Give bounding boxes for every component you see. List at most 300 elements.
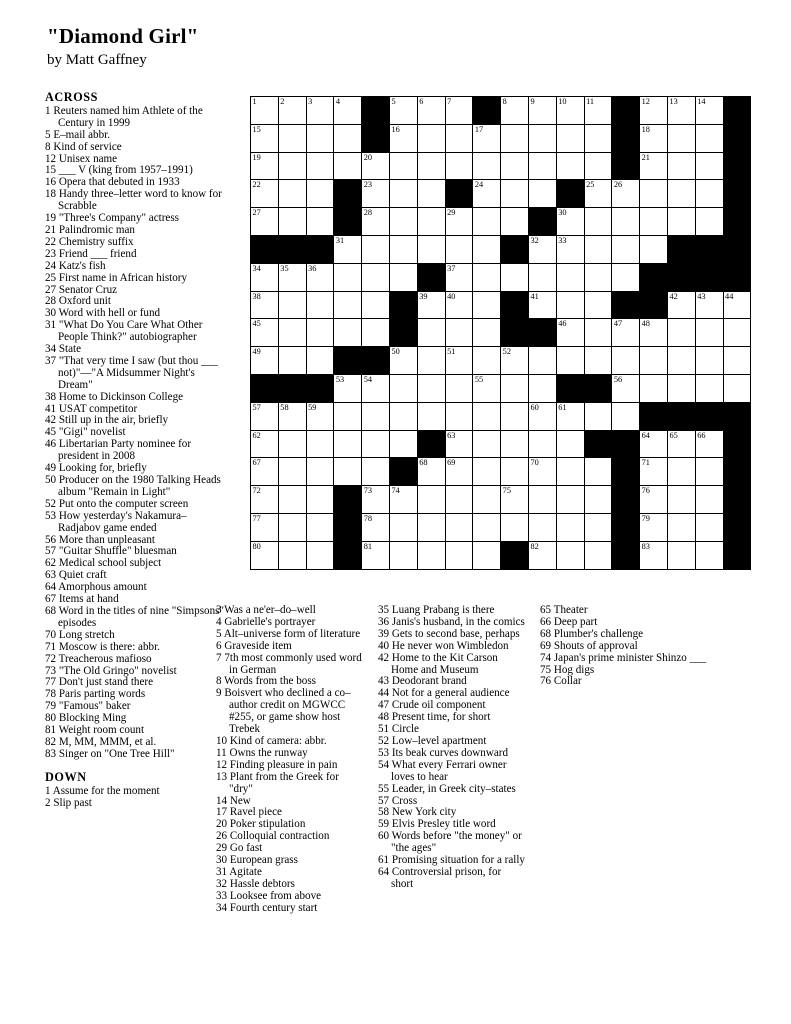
grid-cell[interactable]	[251, 152, 279, 180]
grid-cell[interactable]	[251, 208, 279, 236]
grid-cell[interactable]	[473, 430, 501, 458]
grid-cell[interactable]	[695, 319, 723, 347]
grid-cell[interactable]	[278, 319, 306, 347]
grid-cell[interactable]	[640, 124, 668, 152]
grid-cell[interactable]	[556, 97, 584, 125]
clue-item: 55 Leader, in Greek city–states	[378, 782, 516, 795]
grid-cell[interactable]	[278, 263, 306, 291]
grid-cell-number: 43	[697, 291, 706, 301]
grid-cell[interactable]	[334, 402, 362, 430]
grid-cell[interactable]	[556, 347, 584, 375]
grid-cell-number: 52	[502, 347, 511, 357]
grid-cell[interactable]	[584, 97, 612, 125]
clue-item: 61 Promising situation for a rally	[378, 854, 525, 867]
grid-cell[interactable]	[334, 374, 362, 402]
grid-cell[interactable]	[528, 541, 556, 569]
grid-cell[interactable]	[584, 513, 612, 541]
grid-cell[interactable]	[584, 458, 612, 486]
grid-cell[interactable]	[389, 430, 417, 458]
grid-cell-number: 33	[558, 235, 567, 245]
grid-cell[interactable]	[584, 486, 612, 514]
grid-cell[interactable]	[389, 402, 417, 430]
clue-item: 57 Cross	[378, 794, 418, 807]
grid-cell[interactable]	[417, 180, 445, 208]
grid-cell[interactable]	[584, 263, 612, 291]
grid-cell[interactable]	[556, 124, 584, 152]
grid-cell[interactable]	[640, 458, 668, 486]
grid-cell[interactable]	[695, 541, 723, 569]
grid-cell[interactable]	[417, 97, 445, 125]
clue-item: 60 Words before "the money" or "the ages"	[378, 830, 522, 855]
grid-cell[interactable]	[445, 291, 473, 319]
grid-cell[interactable]	[473, 486, 501, 514]
grid-cell[interactable]	[667, 486, 695, 514]
grid-cell[interactable]	[278, 291, 306, 319]
grid-table[interactable]	[250, 96, 751, 570]
grid-cell[interactable]	[334, 319, 362, 347]
grid-cell[interactable]	[556, 402, 584, 430]
grid-cell[interactable]	[306, 319, 334, 347]
grid-cell[interactable]	[640, 541, 668, 569]
grid-cell[interactable]	[445, 402, 473, 430]
grid-cell[interactable]	[306, 152, 334, 180]
grid-cell[interactable]	[362, 486, 390, 514]
grid-cell[interactable]	[723, 291, 751, 319]
grid-cell[interactable]	[251, 430, 279, 458]
grid-cell-block	[723, 430, 751, 458]
grid-cell[interactable]	[306, 124, 334, 152]
clue-item: 50 Producer on the 1980 Talking Heads album "Remain in Light"	[45, 474, 221, 498]
grid-cell[interactable]	[667, 180, 695, 208]
grid-cell[interactable]	[445, 319, 473, 347]
grid-cell[interactable]	[445, 486, 473, 514]
grid-cell[interactable]	[612, 347, 640, 375]
grid-cell[interactable]	[278, 347, 306, 375]
grid-cell[interactable]	[306, 486, 334, 514]
grid-cell[interactable]	[389, 347, 417, 375]
clue-item: 22 Chemistry suffix	[45, 235, 134, 248]
grid-cell[interactable]	[445, 541, 473, 569]
grid-cell[interactable]	[695, 486, 723, 514]
grid-cell[interactable]	[473, 319, 501, 347]
grid-cell[interactable]	[278, 97, 306, 125]
grid-cell[interactable]	[528, 235, 556, 263]
clue-item: 74 Japan's prime minister Shinzo ___	[540, 651, 707, 664]
grid-cell[interactable]	[723, 374, 751, 402]
grid-cell[interactable]	[667, 97, 695, 125]
grid-cell[interactable]	[584, 180, 612, 208]
grid-cell[interactable]	[278, 152, 306, 180]
grid-cell[interactable]	[667, 430, 695, 458]
grid-cell[interactable]	[278, 180, 306, 208]
grid-cell[interactable]	[473, 124, 501, 152]
grid-cell[interactable]	[640, 97, 668, 125]
grid-cell[interactable]	[640, 208, 668, 236]
grid-cell[interactable]	[306, 180, 334, 208]
grid-cell[interactable]	[612, 208, 640, 236]
grid-cell[interactable]	[640, 180, 668, 208]
grid-cell[interactable]	[278, 541, 306, 569]
grid-cell[interactable]	[501, 458, 529, 486]
grid-cell[interactable]	[334, 235, 362, 263]
grid-cell[interactable]	[251, 486, 279, 514]
grid-cell[interactable]	[612, 180, 640, 208]
grid-cell[interactable]	[389, 513, 417, 541]
grid-cell[interactable]	[528, 124, 556, 152]
grid-cell[interactable]	[362, 152, 390, 180]
clue-item: 44 Not for a general audience	[378, 687, 510, 700]
clue-item: 71 Moscow is there: abbr.	[45, 640, 160, 653]
grid-cell[interactable]	[417, 458, 445, 486]
grid-cell[interactable]	[445, 97, 473, 125]
grid-cell[interactable]	[640, 513, 668, 541]
grid-cell[interactable]	[334, 458, 362, 486]
grid-cell[interactable]	[389, 374, 417, 402]
grid-cell[interactable]	[417, 486, 445, 514]
grid-cell[interactable]	[584, 402, 612, 430]
grid-cell[interactable]	[667, 208, 695, 236]
grid-cell[interactable]	[306, 430, 334, 458]
grid-cell[interactable]	[528, 402, 556, 430]
grid-cell[interactable]	[528, 458, 556, 486]
grid-cell[interactable]	[695, 180, 723, 208]
grid-cell[interactable]	[528, 430, 556, 458]
grid-cell[interactable]	[640, 347, 668, 375]
grid-cell-number: 26	[613, 180, 623, 190]
grid-cell-block	[723, 152, 751, 180]
grid-cell[interactable]	[667, 347, 695, 375]
grid-cell[interactable]	[667, 541, 695, 569]
clue-item: 27 Senator Cruz	[45, 283, 118, 296]
grid-cell[interactable]	[417, 291, 445, 319]
grid-cell[interactable]	[556, 208, 584, 236]
grid-cell[interactable]	[501, 152, 529, 180]
grid-cell[interactable]	[473, 235, 501, 263]
grid-cell[interactable]	[251, 97, 279, 125]
clue-item: 30 European grass	[216, 854, 298, 867]
grid-cell[interactable]	[501, 486, 529, 514]
grid-cell[interactable]	[695, 124, 723, 152]
grid-cell[interactable]	[251, 541, 279, 569]
grid-cell[interactable]	[445, 152, 473, 180]
grid-cell[interactable]	[473, 180, 501, 208]
grid-cell-block	[334, 513, 362, 541]
grid-cell[interactable]	[278, 430, 306, 458]
grid-cell-block	[334, 180, 362, 208]
grid-cell-number: 61	[558, 402, 567, 412]
grid-cell[interactable]	[306, 291, 334, 319]
grid-cell[interactable]	[528, 374, 556, 402]
grid-cell[interactable]	[556, 235, 584, 263]
grid-cell[interactable]	[251, 402, 279, 430]
grid-cell[interactable]	[556, 458, 584, 486]
grid-cell[interactable]	[528, 263, 556, 291]
grid-cell[interactable]	[389, 486, 417, 514]
grid-cell[interactable]	[556, 263, 584, 291]
grid-cell[interactable]	[667, 458, 695, 486]
grid-cell[interactable]	[501, 513, 529, 541]
grid-cell[interactable]	[528, 347, 556, 375]
grid-cell[interactable]	[362, 208, 390, 236]
grid-cell[interactable]	[389, 541, 417, 569]
grid-cell[interactable]	[528, 513, 556, 541]
grid-cell[interactable]	[445, 124, 473, 152]
grid-cell[interactable]	[389, 124, 417, 152]
grid-cell[interactable]	[362, 541, 390, 569]
grid-cell[interactable]	[278, 208, 306, 236]
grid-cell[interactable]	[695, 291, 723, 319]
grid-cell[interactable]	[251, 347, 279, 375]
grid-cell[interactable]	[334, 291, 362, 319]
grid-cell[interactable]	[473, 347, 501, 375]
grid-cell-number: 59	[308, 402, 317, 412]
grid-cell-number: 1	[252, 97, 257, 106]
grid-cell[interactable]	[528, 97, 556, 125]
grid-cell[interactable]	[306, 208, 334, 236]
grid-cell[interactable]	[528, 180, 556, 208]
grid-cell[interactable]	[389, 208, 417, 236]
grid-cell-number: 14	[697, 97, 706, 106]
grid-cell-block	[278, 374, 306, 402]
grid-cell[interactable]	[695, 513, 723, 541]
grid-cell[interactable]	[612, 235, 640, 263]
grid-cell[interactable]	[417, 152, 445, 180]
grid-cell[interactable]	[251, 513, 279, 541]
grid-cell-block	[362, 124, 390, 152]
grid-cell[interactable]	[667, 124, 695, 152]
grid-cell[interactable]	[584, 208, 612, 236]
grid-cell[interactable]	[251, 458, 279, 486]
grid-cell[interactable]	[362, 402, 390, 430]
grid-cell[interactable]	[445, 430, 473, 458]
grid-cell[interactable]	[306, 263, 334, 291]
grid-cell[interactable]	[640, 430, 668, 458]
grid-cell[interactable]	[695, 458, 723, 486]
grid-cell[interactable]	[251, 180, 279, 208]
grid-cell[interactable]	[417, 374, 445, 402]
grid-cell[interactable]	[445, 263, 473, 291]
grid-cell[interactable]	[473, 208, 501, 236]
grid-cell[interactable]	[695, 430, 723, 458]
grid-cell[interactable]	[612, 263, 640, 291]
grid-cell-block	[584, 374, 612, 402]
grid-cell[interactable]	[556, 319, 584, 347]
grid-cell[interactable]	[556, 430, 584, 458]
grid-cell-number: 58	[280, 402, 289, 412]
grid-cell-number: 35	[280, 263, 289, 273]
grid-cell[interactable]	[640, 152, 668, 180]
grid-cell[interactable]	[584, 319, 612, 347]
grid-cell[interactable]	[417, 541, 445, 569]
grid-cell[interactable]	[473, 513, 501, 541]
grid-cell[interactable]	[362, 430, 390, 458]
grid-cell-block	[695, 263, 723, 291]
clue-item: 4 Gabrielle's portrayer	[216, 615, 316, 628]
page-title: "Diamond Girl"	[47, 24, 199, 48]
grid-cell[interactable]	[695, 152, 723, 180]
grid-cell[interactable]	[251, 263, 279, 291]
grid-cell[interactable]	[362, 235, 390, 263]
grid-cell-number: 9	[530, 97, 535, 106]
grid-cell-block	[723, 208, 751, 236]
grid-cell[interactable]	[334, 97, 362, 125]
grid-cell[interactable]	[445, 374, 473, 402]
grid-cell[interactable]	[251, 319, 279, 347]
grid-cell[interactable]	[528, 152, 556, 180]
clue-item: 83 Singer on "One Tree Hill"	[45, 747, 175, 760]
grid-cell[interactable]	[362, 513, 390, 541]
grid-cell[interactable]	[417, 208, 445, 236]
grid-cell[interactable]	[445, 513, 473, 541]
grid-cell[interactable]	[556, 486, 584, 514]
grid-cell[interactable]	[389, 180, 417, 208]
grid-cell[interactable]	[584, 152, 612, 180]
grid-cell[interactable]	[667, 291, 695, 319]
grid-cell[interactable]	[445, 458, 473, 486]
grid-cell[interactable]	[473, 458, 501, 486]
clue-item: 3 Was a ne'er–do–well	[216, 604, 316, 616]
grid-cell[interactable]	[417, 124, 445, 152]
grid-cell-block	[417, 430, 445, 458]
grid-cell[interactable]	[278, 513, 306, 541]
grid-cell[interactable]	[251, 291, 279, 319]
clue-item: 69 Shouts of approval	[540, 639, 638, 652]
grid-cell[interactable]	[362, 180, 390, 208]
grid-cell[interactable]	[695, 208, 723, 236]
grid-cell[interactable]	[584, 541, 612, 569]
grid-cell[interactable]	[473, 402, 501, 430]
grid-cell-block	[612, 124, 640, 152]
grid-cell[interactable]	[445, 347, 473, 375]
grid-cell[interactable]	[473, 263, 501, 291]
grid-cell[interactable]	[640, 319, 668, 347]
clue-item: 76 Collar	[540, 675, 582, 688]
grid-cell[interactable]	[640, 486, 668, 514]
grid-cell[interactable]	[417, 513, 445, 541]
grid-cell[interactable]	[556, 291, 584, 319]
grid-cell[interactable]	[667, 152, 695, 180]
grid-cell[interactable]	[695, 97, 723, 125]
grid-cell[interactable]	[584, 291, 612, 319]
grid-cell[interactable]	[695, 347, 723, 375]
grid-cell[interactable]	[278, 458, 306, 486]
grid-cell[interactable]	[584, 124, 612, 152]
grid-cell[interactable]	[278, 486, 306, 514]
grid-cell-number: 69	[447, 458, 456, 468]
grid-cell[interactable]	[556, 541, 584, 569]
grid-cell[interactable]	[501, 263, 529, 291]
clue-item: 21 Palindromic man	[45, 223, 135, 236]
grid-cell-number: 81	[363, 541, 372, 551]
grid-cell[interactable]	[612, 319, 640, 347]
grid-cell[interactable]	[528, 486, 556, 514]
grid-cell[interactable]	[473, 541, 501, 569]
grid-cell[interactable]	[362, 319, 390, 347]
grid-cell[interactable]	[306, 347, 334, 375]
grid-cell[interactable]	[473, 291, 501, 319]
grid-cell[interactable]	[389, 235, 417, 263]
grid-cell[interactable]	[278, 402, 306, 430]
grid-cell[interactable]	[695, 374, 723, 402]
crossword-grid[interactable]	[250, 96, 751, 570]
grid-cell[interactable]	[306, 97, 334, 125]
grid-cell[interactable]	[723, 347, 751, 375]
grid-cell[interactable]	[389, 152, 417, 180]
grid-cell[interactable]	[640, 374, 668, 402]
grid-cell[interactable]	[445, 235, 473, 263]
grid-cell[interactable]	[556, 513, 584, 541]
grid-cell[interactable]	[362, 458, 390, 486]
grid-cell[interactable]	[334, 124, 362, 152]
grid-cell-block	[389, 291, 417, 319]
grid-cell-number: 8	[502, 97, 507, 106]
grid-cell[interactable]	[417, 402, 445, 430]
grid-cell[interactable]	[334, 263, 362, 291]
grid-cell[interactable]	[501, 208, 529, 236]
grid-cell[interactable]	[667, 374, 695, 402]
grid-cell[interactable]	[417, 347, 445, 375]
grid-cell[interactable]	[417, 235, 445, 263]
grid-cell[interactable]	[640, 235, 668, 263]
grid-cell[interactable]	[362, 263, 390, 291]
grid-cell[interactable]	[362, 374, 390, 402]
grid-cell[interactable]	[612, 402, 640, 430]
grid-cell[interactable]	[584, 235, 612, 263]
grid-cell-number: 80	[252, 541, 261, 551]
grid-cell[interactable]	[334, 152, 362, 180]
grid-cell[interactable]	[306, 513, 334, 541]
grid-cell[interactable]	[584, 347, 612, 375]
grid-cell-block	[278, 235, 306, 263]
grid-cell[interactable]	[306, 541, 334, 569]
grid-cell[interactable]	[501, 430, 529, 458]
grid-cell[interactable]	[389, 97, 417, 125]
grid-row	[251, 374, 751, 402]
grid-cell[interactable]	[723, 319, 751, 347]
grid-cell[interactable]	[473, 374, 501, 402]
grid-cell[interactable]	[501, 402, 529, 430]
grid-cell[interactable]	[501, 374, 529, 402]
grid-cell[interactable]	[528, 291, 556, 319]
grid-cell-block	[362, 97, 390, 125]
grid-cell-number: 60	[530, 402, 539, 412]
grid-cell-number: 57	[252, 402, 261, 412]
grid-cell[interactable]	[501, 97, 529, 125]
grid-cell[interactable]	[362, 291, 390, 319]
grid-cell[interactable]	[389, 263, 417, 291]
grid-cell[interactable]	[251, 124, 279, 152]
grid-cell[interactable]	[556, 152, 584, 180]
grid-cell[interactable]	[667, 319, 695, 347]
grid-cell[interactable]	[473, 152, 501, 180]
grid-cell[interactable]	[667, 513, 695, 541]
grid-cell[interactable]	[417, 319, 445, 347]
grid-cell[interactable]	[445, 208, 473, 236]
grid-cell[interactable]	[334, 430, 362, 458]
grid-cell-number: 48	[641, 319, 650, 329]
grid-cell[interactable]	[306, 402, 334, 430]
grid-cell[interactable]	[612, 374, 640, 402]
grid-cell-block	[723, 486, 751, 514]
clue-item: 64 Controversial prison, for short	[378, 865, 502, 890]
grid-cell-number: 62	[252, 430, 261, 440]
grid-cell[interactable]	[501, 347, 529, 375]
grid-cell-number: 50	[391, 347, 400, 357]
grid-cell[interactable]	[306, 458, 334, 486]
grid-cell[interactable]	[501, 124, 529, 152]
grid-cell[interactable]	[501, 180, 529, 208]
grid-cell[interactable]	[278, 124, 306, 152]
